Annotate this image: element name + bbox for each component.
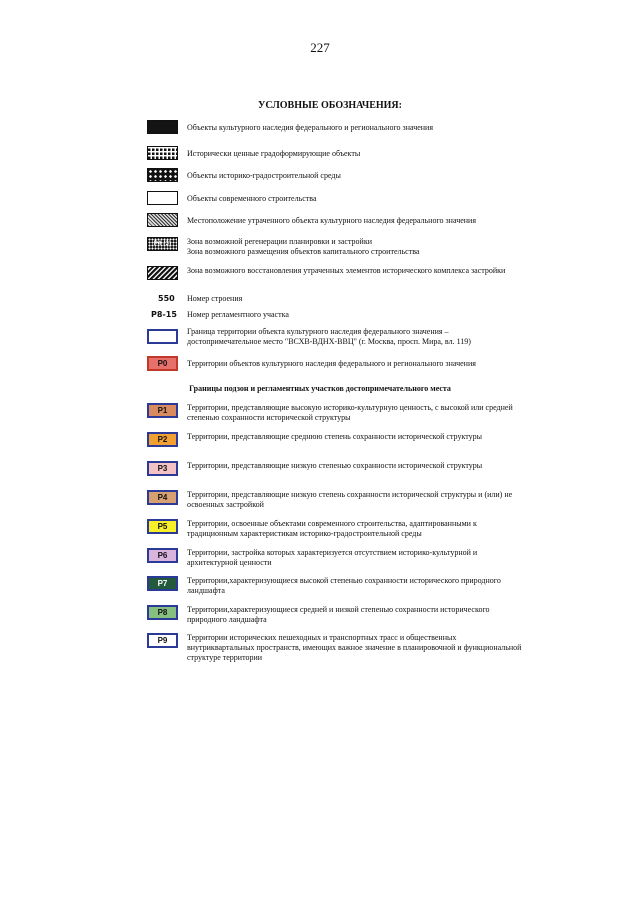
section-title: Границы подзон и регламентных участков достопримечательного места <box>189 384 451 393</box>
zone-row <box>0 519 640 538</box>
regeneration-zone-swatch: Р4 (3) <box>147 237 178 251</box>
zone-description: Территории, представляющие высокую историко-культурную ценность, с высокой или средней степенью сохранности исторической структуры <box>187 403 513 422</box>
zone-row <box>0 548 640 567</box>
legend-item <box>0 327 640 346</box>
zone-row <box>0 605 640 624</box>
zone-description: Территории исторических пешеходных и транспортных трасс и общественных внутриквартальных пространств, имеющих важное значение в планировочной и функциональной структуре территории <box>187 633 522 662</box>
zone-row <box>0 576 640 595</box>
legend-item-text: Номер строения <box>187 294 243 303</box>
page-number: 227 <box>310 40 330 55</box>
lost-object-swatch <box>147 213 178 227</box>
zone-description: Территории, представляющие среднюю степень сохранности исторической структуры <box>187 432 482 441</box>
zone-code-swatch: Р4 <box>147 490 178 505</box>
zone-description: Территории, представляющие низкую степень сохранности исторической структуры и (или) не освоенных застройкой <box>187 490 513 509</box>
zone-code-swatch: Р7 <box>147 576 178 591</box>
zone-description: Территории, застройка которых характеризуется отсутствием историко-культурной и архитектурной ценности <box>187 548 478 567</box>
p0-swatch: Р0 <box>147 356 178 371</box>
legend-item <box>0 294 640 303</box>
zone-code-swatch: Р8 <box>147 605 178 620</box>
restoration-zone-swatch <box>147 266 178 280</box>
valuable-objects-swatch <box>147 146 178 160</box>
legend-title: УСЛОВНЫЕ ОБОЗНАЧЕНИЯ: <box>258 100 402 111</box>
legend-item <box>0 168 640 180</box>
zone-code-swatch: Р9 <box>147 633 178 648</box>
zone-description: Территории,характеризующиеся средней и низкой степенью сохранности исторического природного ландшафта <box>187 605 490 624</box>
legend-item-text: Объекты современного строительства <box>187 194 317 203</box>
building-number-sample: 550 <box>158 294 175 303</box>
modern-construction-swatch <box>147 191 178 205</box>
zone-row <box>0 432 640 444</box>
legend-item-text: Территории объектов культурного наследия федерального и регионального значения <box>187 359 476 368</box>
zone-row <box>0 633 640 662</box>
legend-item <box>0 213 640 225</box>
cultural-heritage-swatch <box>147 120 178 134</box>
legend-item-text: Объекты культурного наследия федерального и регионального значения <box>187 123 434 132</box>
plot-number-sample: Р8-15 <box>151 310 177 319</box>
legend-item-text: Объекты историко-градостроительной среды <box>187 171 341 180</box>
legend-item <box>0 191 640 203</box>
legend-item <box>0 146 640 158</box>
legend-item <box>0 356 640 368</box>
zone-description: Территории, представляющие низкую степенью сохранности исторической структуры <box>187 461 483 470</box>
zone-description: Территории,характеризующиеся высокой степенью сохранности исторического природного ландшафта <box>187 576 501 595</box>
legend-item-text: Исторически ценные градоформирующие объекты <box>187 149 361 158</box>
zone-row <box>0 461 640 473</box>
legend-item-text: Граница территории объекта культурного наследия федерального значения – достопримечательное место "ВСХВ-ВДНХ-ВВЦ" (г. Москва, просп. Мира, вл. 119) <box>187 327 471 346</box>
zone-code-swatch: Р3 <box>147 461 178 476</box>
zone-row <box>0 403 640 422</box>
legend-item <box>0 310 640 319</box>
territory-boundary-swatch <box>147 329 178 344</box>
zone-code-swatch: Р6 <box>147 548 178 563</box>
zone-code-swatch: Р2 <box>147 432 178 447</box>
zone-row <box>0 490 640 509</box>
historic-environment-swatch <box>147 168 178 182</box>
legend-item-text: Номер регламентного участка <box>187 310 289 319</box>
legend-item <box>0 237 640 256</box>
zone-description: Территории, освоенные объектами современного строительства, адаптированными к традиционным характеристикам историко-градостроительной среды <box>187 519 477 538</box>
zone-code-swatch: Р1 <box>147 403 178 418</box>
legend-item-text: Зона возможного восстановления утраченных элементов исторического комплекса застройки <box>187 266 506 275</box>
legend-item <box>0 266 640 275</box>
zone-code-swatch: Р5 <box>147 519 178 534</box>
legend-item <box>0 120 640 132</box>
legend-item-text: Зона возможной регенерации планировки и застройки Зона возможного размещения объектов капитального строительства <box>187 237 420 256</box>
legend-item-text: Местоположение утраченного объекта культурного наследия федерального значения <box>187 216 477 225</box>
